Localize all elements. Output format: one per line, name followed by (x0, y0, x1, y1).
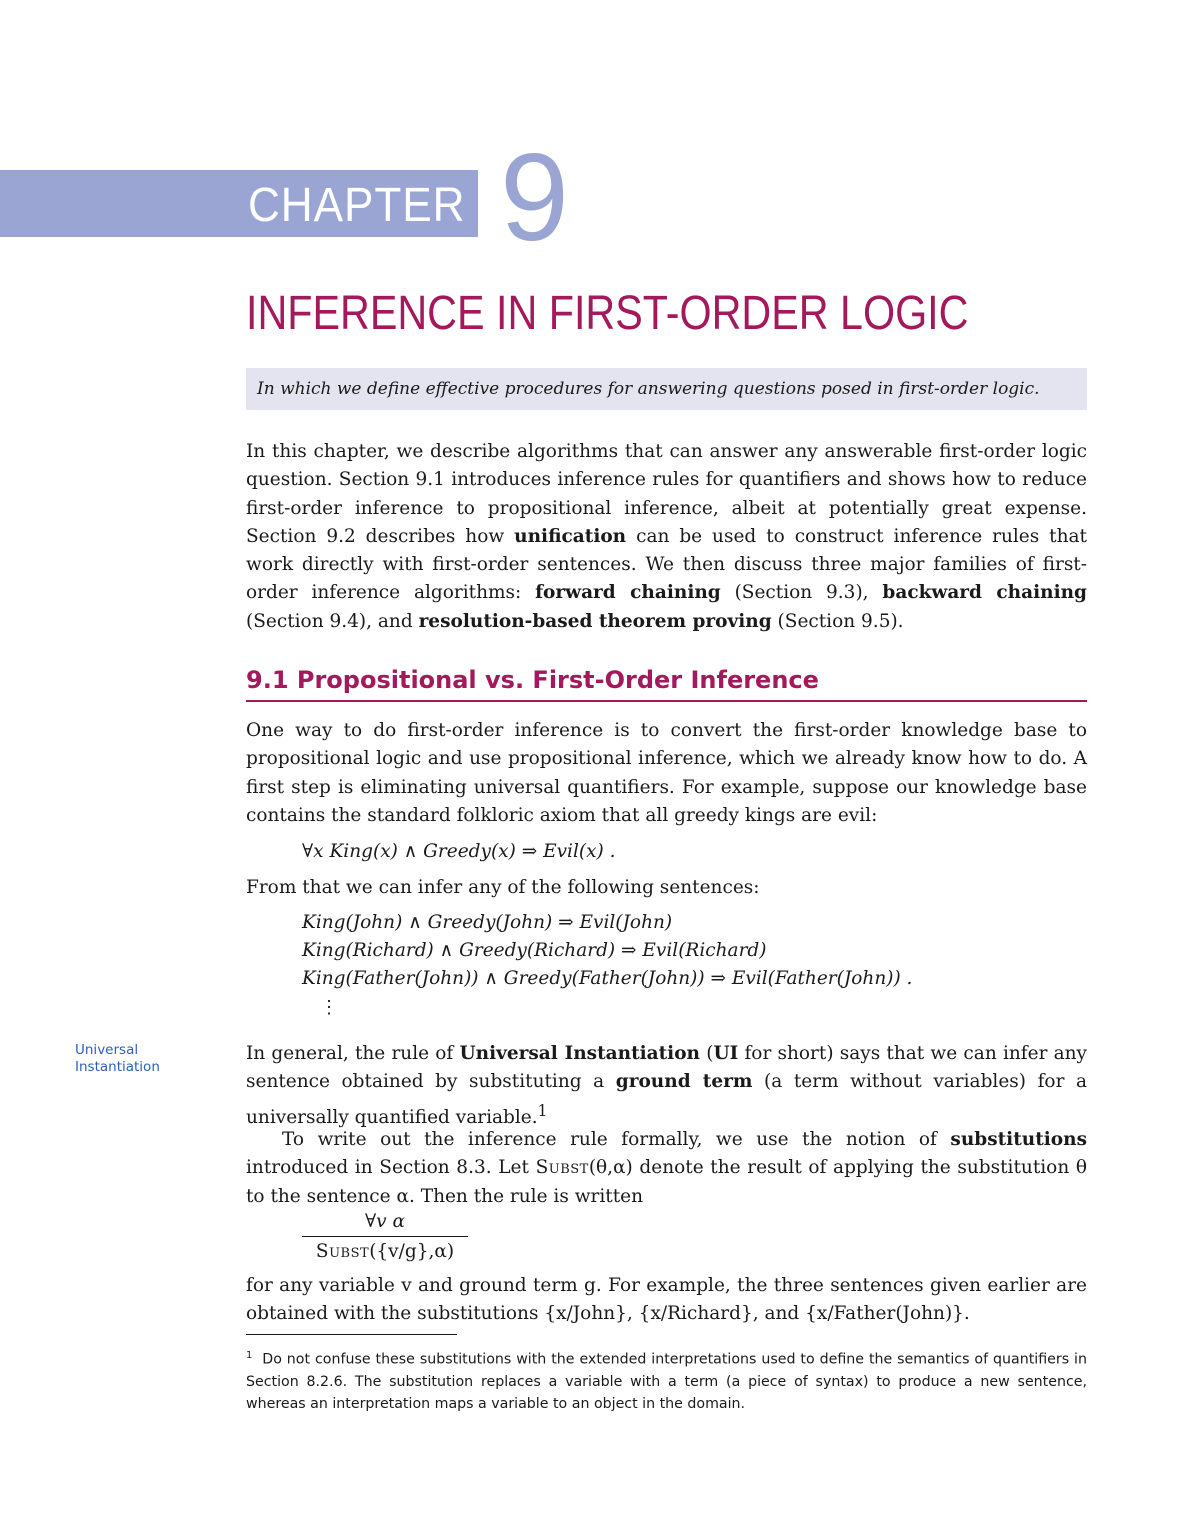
section-paragraph-3: In general, the rule of Universal Instantiation (UI for short) says that we can infer any sentence obtained by substituting a ground term (a term without variables) for a universally quantified variable.$^1$ (246, 1043, 1088, 1128)
footnote-marker: 1 (537, 1101, 548, 1120)
axiom-formula: ∀x King(x) ∧ Greedy(x) ⇒ Evil(x) . (302, 841, 616, 862)
rule-denominator: Subst({v/g},α) (315, 1241, 455, 1262)
vertical-ellipsis: ⋮ (320, 997, 338, 1018)
margin-note: Universal Instantiation (75, 1042, 160, 1075)
instance-formula: King(Father(John)) ∧ Greedy(Father(John)) ⇒ Evil(Father(John)) . (302, 968, 913, 989)
chapter-label: CHAPTER (248, 179, 466, 232)
chapter-title: INFERENCE IN FIRST-ORDER LOGIC (246, 287, 969, 340)
intro-paragraph: In this chapter, we describe algorithms that can answer any answerable first-order logic question. Section 9.1 introduces inference rules for quantifiers and shows how to reduce first-order inference to propositional inference, albeit at potentially great expense. Section 9.2 describes how unification can be used to construct inference rules that work directly with first-order sentences. We then discuss three major families of first-order inference algorithms: forward chaining (Section 9.3), backward chaining (Section 9.4), and resolution-based theorem proving (Section 9.5). (246, 441, 1087, 632)
instance-formula: King(John) ∧ Greedy(John) ⇒ Evil(John) (302, 912, 673, 933)
chapter-abstract: In which we define effective procedures for answering questions posed in first-order logic. (246, 368, 1087, 410)
footnote-rule (246, 1334, 457, 1335)
section-heading: 9.1 Propositional vs. First-Order Inference (246, 666, 1087, 702)
instance-formula: King(Richard) ∧ Greedy(Richard) ⇒ Evil(Richard) (302, 940, 767, 961)
section-paragraph-4: To write out the inference rule formally, we use the notion of substitutions introduced in Section 8.3. Let Subst(θ,α) denote the result of applying the substitution θ to the sentence α. Then the rule is written (246, 1129, 1088, 1207)
section-paragraph-2: From that we can infer any of the following sentences: (246, 877, 760, 898)
inference-rule (302, 1208, 468, 1267)
section-paragraph-5: for any variable v and ground term g. For example, the three sentences given earlier are obtained with the substitutions {x/John}, {x/Richard}, and {x/Father(John)}. (246, 1275, 1087, 1325)
chapter-number: 9 (500, 129, 569, 267)
rule-numerator: ∀v α (365, 1211, 405, 1232)
footnote: $^1$ Do not confuse these substitutions with the extended interpretations used to define the semantics of quantifiers in Section 8.2.6. The substitution replaces a variable with a term (a piece of syntax) to produce a new sentence, whereas an interpretation maps a variable to an object in the domain. (246, 1350, 1087, 1413)
section-paragraph-1: One way to do first-order inference is to convert the first-order knowledge base to propositional logic and use propositional inference, which we already know how to do. A first step is eliminating universal quantifiers. For example, suppose our knowledge base contains the standard folkloric axiom that all greedy kings are evil: (246, 720, 1087, 826)
